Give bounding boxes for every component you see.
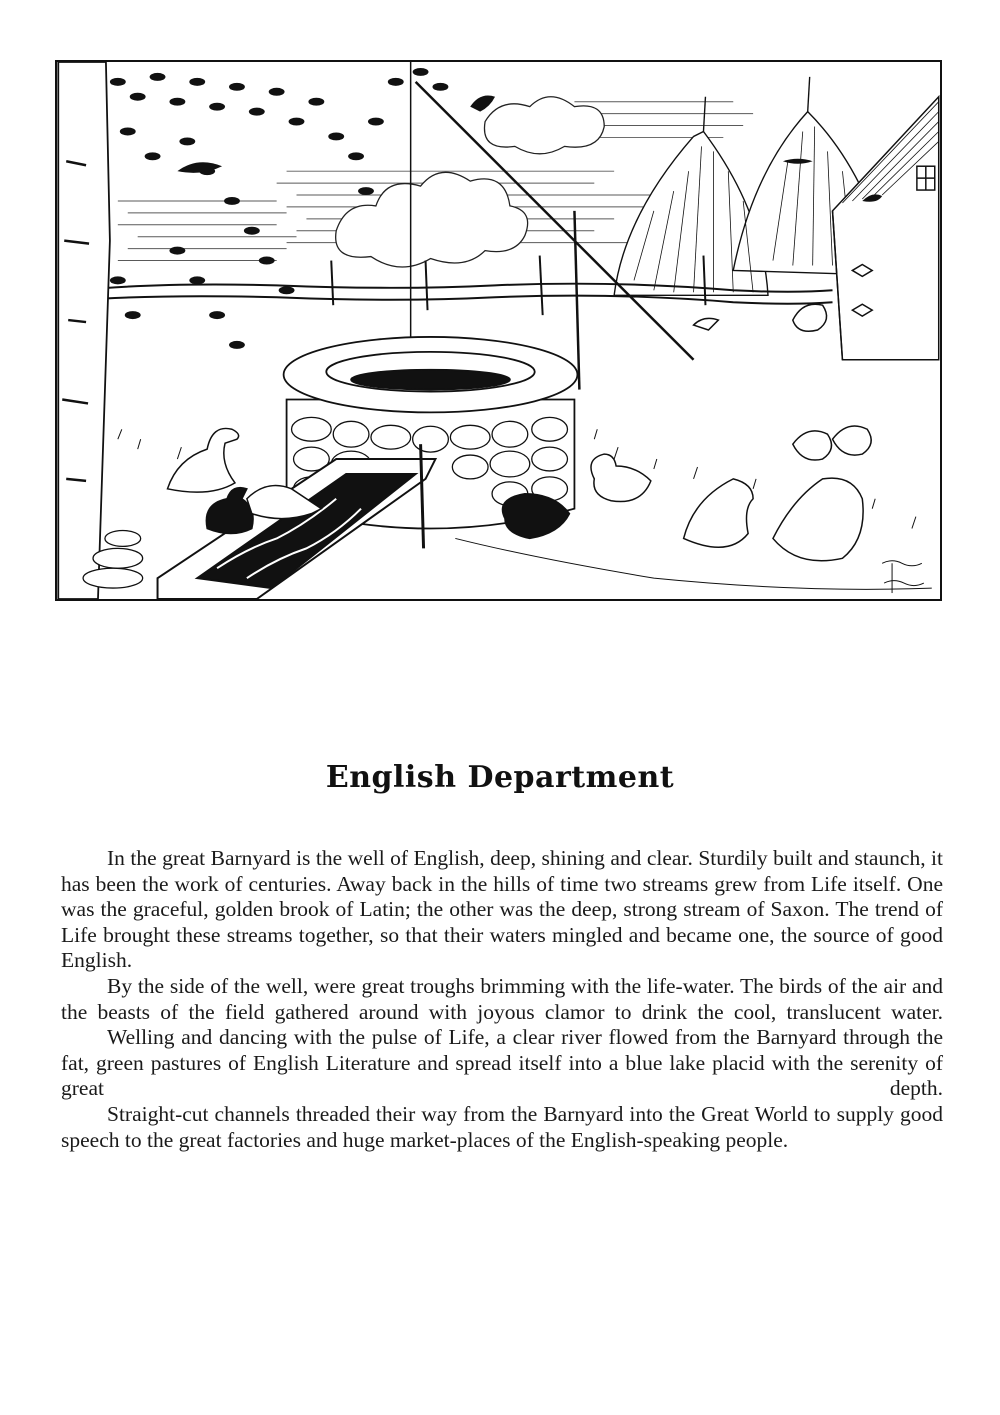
text-line: Life brought these streams together, so that their waters mingled and became [61,922,732,947]
text-line: brook of Latin; the other was the deep, strong stream of Saxon. The trend of [279,897,944,922]
text-line: one, the source of good English. [61,922,943,973]
text-line: Sturdily built and staunch, it has been the work of centuries. Away back in the [61,846,943,896]
text-line: Welling and dancing with the pulse of Life, a clear river flowed from the [107,1025,750,1050]
page-title: English Department [325,760,675,795]
paragraph-troughs [61,974,943,1025]
text-line: The birds of the air and the beasts of the field gathered around with joyous [61,973,943,1024]
text-line: By the side of the well, were great troughs brimming with the life-water. [107,973,735,998]
barnyard-drawing [57,62,940,599]
text-line: In the great Barnyard is the well of English, deep, shining and clear. [107,846,693,870]
text-line: clamor to drink the cool, translucent water. [544,999,944,1024]
article-body [61,846,943,1153]
barnyard-illustration [55,60,942,601]
paragraph-channels [61,1102,943,1153]
text-line: into a blue lake placid with the serenity of great depth. [61,1050,944,1101]
text-line: hills of time two streams grew from Life itself. One was the graceful, golden [61,871,943,922]
text-line: Barnyard through the fat, green pastures of English Literature and spread itself [61,1025,943,1075]
paragraph-well-of-english [61,846,943,974]
text-line: Straight-cut channels threaded their way from the Barnyard into the Great [107,1101,749,1126]
text-line: World to supply good speech to the great factories and huge market-places of the [61,1101,943,1152]
paragraph-river [61,1025,943,1102]
text-line: English-speaking people. [570,1127,789,1152]
